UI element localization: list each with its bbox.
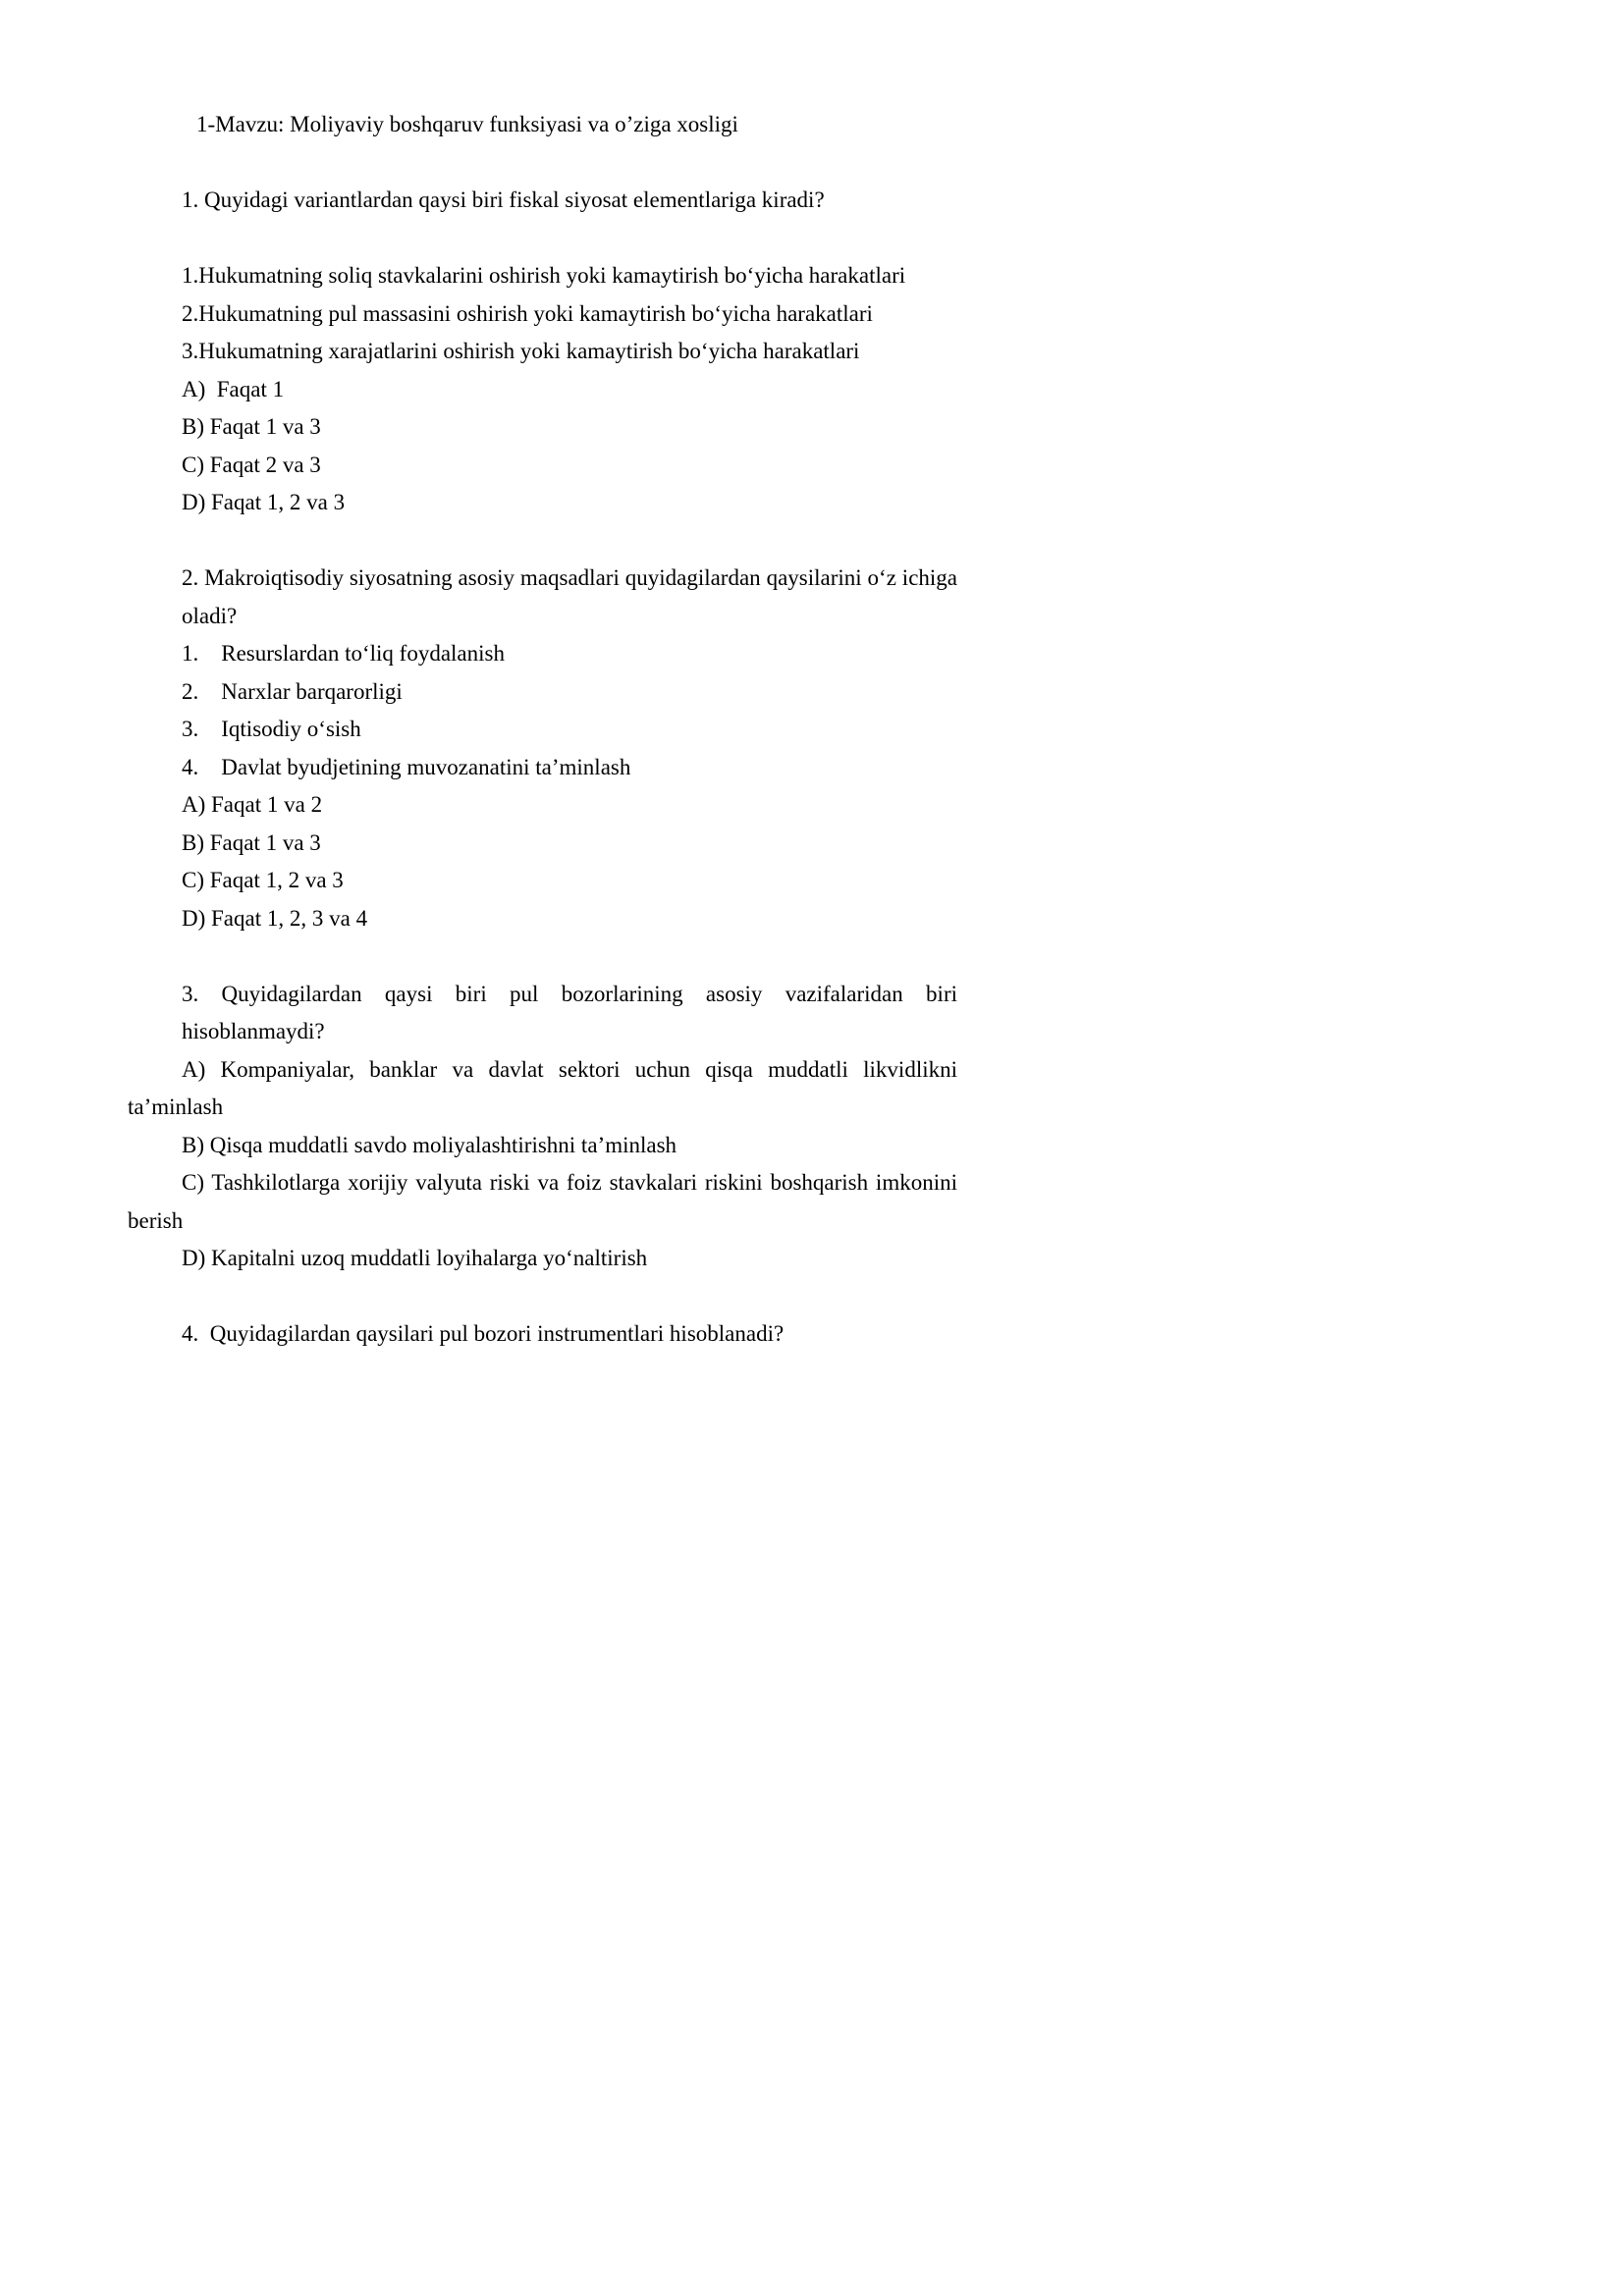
question-3-option-d: D) Kapitalni uzoq muddatli loyihalarga yoʻnaltirish bbox=[182, 1246, 648, 1270]
blank-line bbox=[128, 1278, 957, 1316]
question-1-option-b: B) Faqat 1 va 3 bbox=[182, 414, 321, 439]
text-column bbox=[128, 106, 957, 1354]
question-2-option-d: D) Faqat 1, 2, 3 va 4 bbox=[182, 905, 368, 931]
blank-line bbox=[128, 937, 957, 976]
blank-line bbox=[128, 522, 957, 561]
question-2-item-1: 1. Resurslardan toʻliq foydalanish bbox=[182, 641, 505, 666]
question-2-option-c: C) Faqat 1, 2 va 3 bbox=[182, 868, 344, 892]
question-4-intro: 4. Quyidagilardan qaysilari pul bozori instrumentlari hisoblanadi? bbox=[182, 1321, 785, 1346]
question-3-option-b: B) Qisqa muddatli savdo moliyalashtirishni ta’minlash bbox=[182, 1132, 677, 1157]
blank-line bbox=[128, 220, 957, 258]
question-2-option-b: B) Faqat 1 va 3 bbox=[182, 829, 321, 855]
question-2-item-2: 2. Narxlar barqarorligi bbox=[182, 678, 403, 704]
question-2-intro: 2. Makroiqtisodiy siyosatning asosiy maqsadlari quyidagilardan qaysilarini oʻz ichiga oladi? bbox=[182, 565, 957, 628]
question-2-item-4: 4. Davlat byudjetining muvozanatini ta’minlash bbox=[182, 754, 631, 779]
question-3-intro: 3. Quyidagilardan qaysi biri pul bozorlarining asosiy vazifalaridan biri hisoblanmaydi? bbox=[182, 981, 957, 1043]
question-1-option-d: D) Faqat 1, 2 va 3 bbox=[182, 490, 346, 514]
blank-line bbox=[128, 144, 957, 183]
question-3-option-c: C) Tashkilotlarga xorijiy valyuta riski va foiz stavkalari riskini boshqarish imkonini berish bbox=[128, 1170, 957, 1233]
document-title: 1-Mavzu: Moliyaviy boshqaruv funksiyasi va o’ziga xosligi bbox=[196, 112, 738, 136]
question-2-option-a: A) Faqat 1 va 2 bbox=[182, 792, 323, 817]
question-3-option-a: A) Kompaniyalar, banklar va davlat sektori uchun qisqa muddatli likvidlikni ta’minlash bbox=[128, 1056, 957, 1119]
question-1-item-1: 1.Hukumatning soliq stavkalarini oshirish yoki kamaytirish boʻyicha harakatlari bbox=[182, 263, 906, 288]
question-1-item-3: 3.Hukumatning xarajatlarini oshirish yoki kamaytirish boʻyicha harakatlari bbox=[182, 339, 860, 363]
question-1-option-c: C) Faqat 2 va 3 bbox=[182, 452, 321, 477]
question-1-option-a: A) Faqat 1 bbox=[182, 376, 285, 401]
question-1-item-2: 2.Hukumatning pul massasini oshirish yoki kamaytirish boʻyicha harakatlari bbox=[182, 300, 873, 326]
question-1-intro: 1. Quyidagi variantlardan qaysi biri fiskal siyosat elementlariga kiradi? bbox=[182, 187, 825, 212]
question-2-item-3: 3. Iqtisodiy oʻsish bbox=[182, 717, 361, 741]
